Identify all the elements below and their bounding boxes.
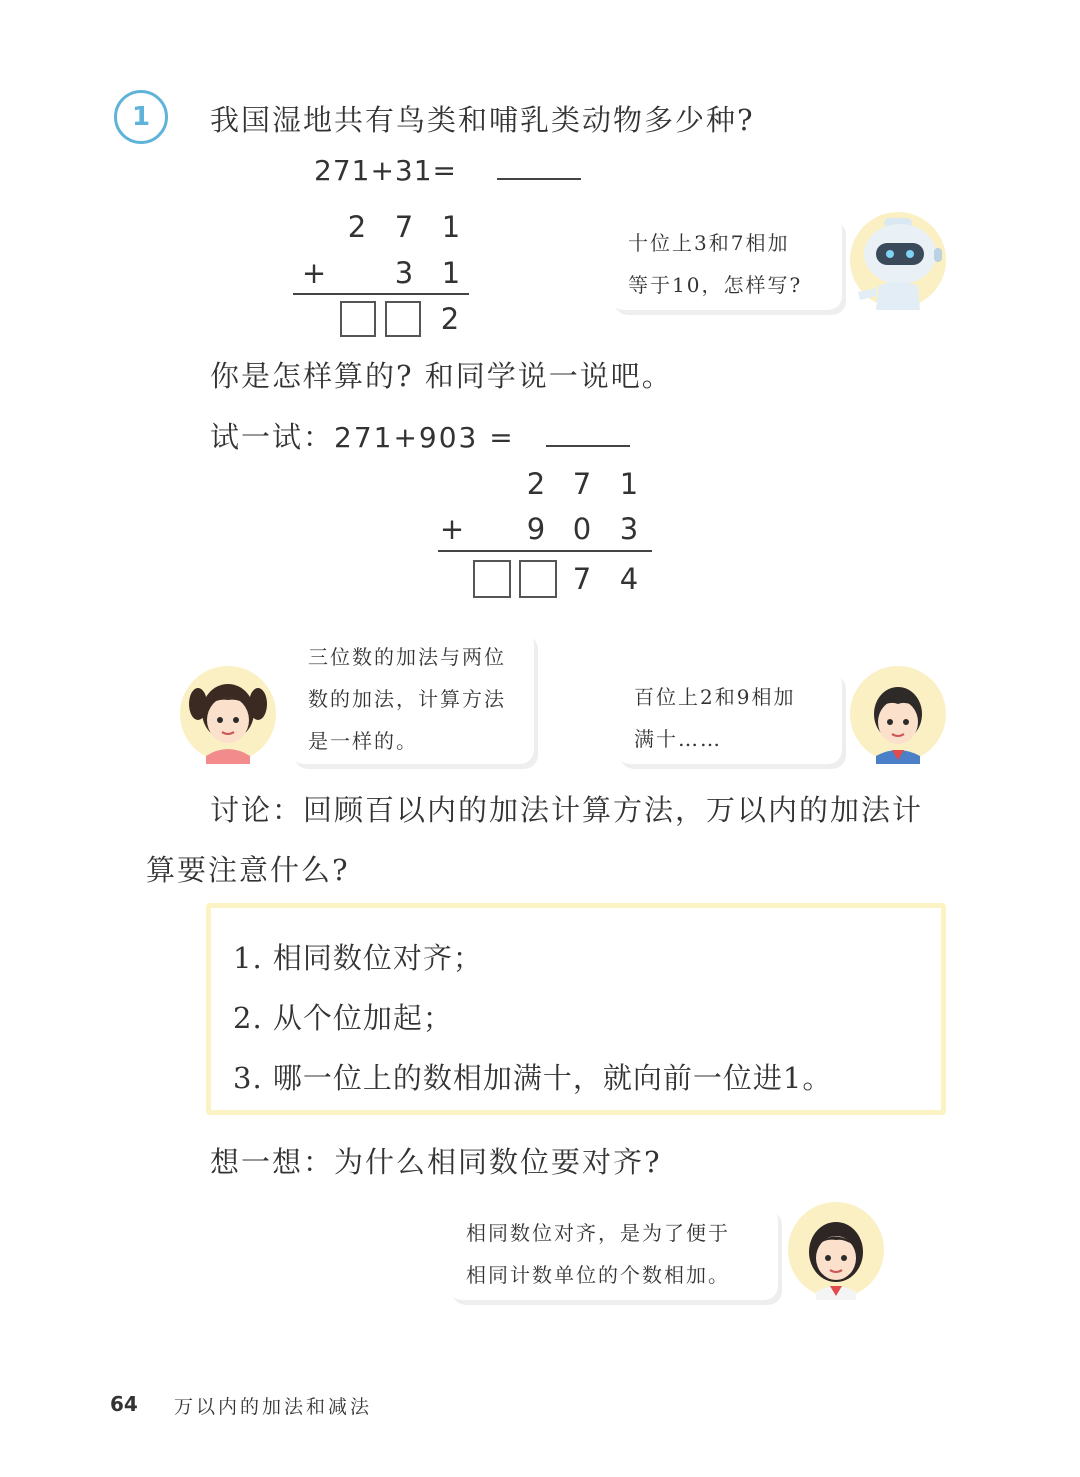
bubble-line: 数的加法，计算方法 xyxy=(308,687,506,711)
problem-title: 我国湿地共有鸟类和哺乳类动物多少种? xyxy=(210,103,755,137)
equation-text: 271+31= xyxy=(314,154,457,187)
bubble-line: 是一样的。 xyxy=(308,729,418,753)
try-answer-blank[interactable] xyxy=(546,445,630,447)
bubble-line: 相同计数单位的个数相加。 xyxy=(466,1263,730,1287)
sum-line xyxy=(293,293,469,295)
bubble-line: 等于10，怎样写? xyxy=(628,273,803,297)
digit: 9 xyxy=(526,512,546,546)
think-question: 想一想：为什么相同数位要对齐? xyxy=(210,1145,662,1179)
try-section xyxy=(210,415,630,456)
girl-speech-bubble xyxy=(290,630,534,764)
rule-item: 2. 从个位加起； xyxy=(233,1001,453,1035)
result-ones-digit: 2 xyxy=(440,302,460,336)
discussion-line-1: 讨论：回顾百以内的加法计算方法，万以内的加法计 xyxy=(210,793,924,827)
bubble-line: 相同数位对齐，是为了便于 xyxy=(466,1221,730,1245)
digit: 2 xyxy=(347,210,367,244)
try-equation: 271+903 = xyxy=(334,421,515,454)
answer-box-thousands[interactable] xyxy=(473,560,511,598)
girl-avatar-icon xyxy=(786,1200,886,1300)
result-ones-digit: 4 xyxy=(619,562,639,596)
bubble-line: 百位上2和9相加 xyxy=(634,685,796,709)
digit: 1 xyxy=(441,210,461,244)
digit: 3 xyxy=(619,512,639,546)
discussion-prompt: 你是怎样算的? 和同学说一说吧。 xyxy=(210,359,673,393)
result-tens-digit: 7 xyxy=(572,562,592,596)
try-label: 试一试： xyxy=(210,420,335,454)
sum-line xyxy=(438,550,652,552)
digit: 3 xyxy=(394,256,414,290)
discussion-line-2: 算要注意什么? xyxy=(146,853,350,887)
digit: 7 xyxy=(394,210,414,244)
plus-sign: + xyxy=(439,512,465,546)
rule-item: 1. 相同数位对齐； xyxy=(233,941,483,975)
answer-box-tens[interactable] xyxy=(385,301,421,337)
digit: 2 xyxy=(526,467,546,501)
bubble-line: 十位上3和7相加 xyxy=(628,231,790,255)
robot-icon xyxy=(848,210,948,314)
boy-speech-bubble xyxy=(616,670,842,764)
chapter-title: 万以内的加法和减法 xyxy=(174,1396,373,1418)
robot-speech-bubble xyxy=(610,216,842,310)
digit: 1 xyxy=(619,467,639,501)
rules-box xyxy=(206,903,946,1115)
plus-sign: + xyxy=(301,256,327,290)
girl-avatar-icon xyxy=(178,664,278,764)
answer-blank[interactable] xyxy=(497,178,581,180)
page-number: 64 xyxy=(110,1392,138,1416)
rule-item: 3. 哪一位上的数相加满十，就向前一位进1。 xyxy=(233,1061,833,1095)
teacher-speech-bubble xyxy=(448,1206,778,1300)
digit: 1 xyxy=(441,256,461,290)
bubble-line: 满十…… xyxy=(634,727,722,751)
bubble-line: 三位数的加法与两位 xyxy=(308,645,506,669)
digit: 0 xyxy=(572,512,592,546)
problem-equation xyxy=(314,154,581,187)
boy-avatar-icon xyxy=(848,664,948,764)
digit: 7 xyxy=(572,467,592,501)
answer-box-hundreds[interactable] xyxy=(519,560,557,598)
answer-box-hundreds[interactable] xyxy=(340,301,376,337)
problem-number-badge: 1 xyxy=(114,90,168,144)
